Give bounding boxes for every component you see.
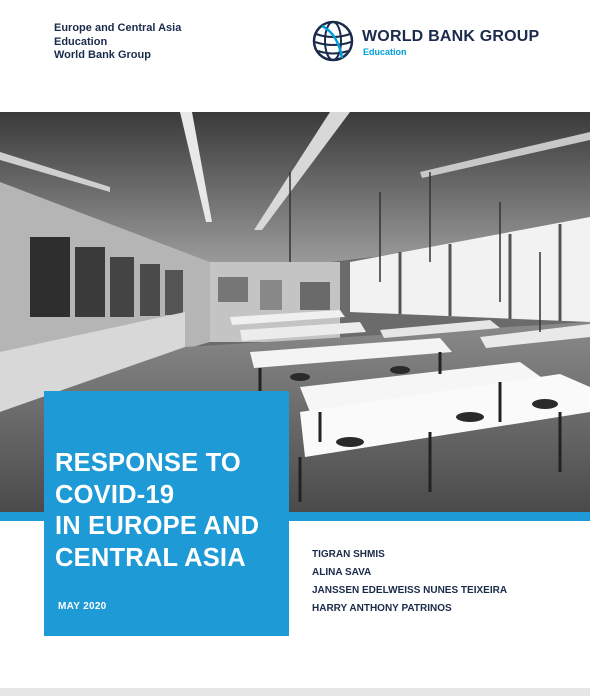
organization-block <box>54 22 181 63</box>
logo-wordmark: WORLD BANK GROUP <box>362 28 540 45</box>
publication-date: MAY 2020 <box>58 601 107 612</box>
footer-strip <box>0 688 590 696</box>
globe-icon <box>312 20 354 62</box>
author-name: JANSSEN EDELWEISS NUNES TEIXEIRA <box>312 585 508 596</box>
author-name: HARRY ANTHONY PATRINOS <box>312 603 452 614</box>
report-title-line-1: RESPONSE TO <box>55 449 241 477</box>
report-title-line-4: CENTRAL ASIA <box>55 543 246 572</box>
world-bank-logo <box>312 20 542 66</box>
author-name: TIGRAN SHMIS <box>312 549 385 560</box>
author-list <box>312 546 507 618</box>
org-line-sector: Education <box>54 35 108 48</box>
org-line-institution: World Bank Group <box>54 49 151 61</box>
title-box <box>44 391 289 636</box>
author-name: ALINA SAVA <box>312 567 372 578</box>
logo-subtitle: Education <box>363 47 407 57</box>
org-line-region: Europe and Central Asia <box>54 22 182 34</box>
report-title-line-2: COVID-19 <box>55 480 175 509</box>
report-title-line-3: IN EUROPE AND <box>55 512 260 540</box>
